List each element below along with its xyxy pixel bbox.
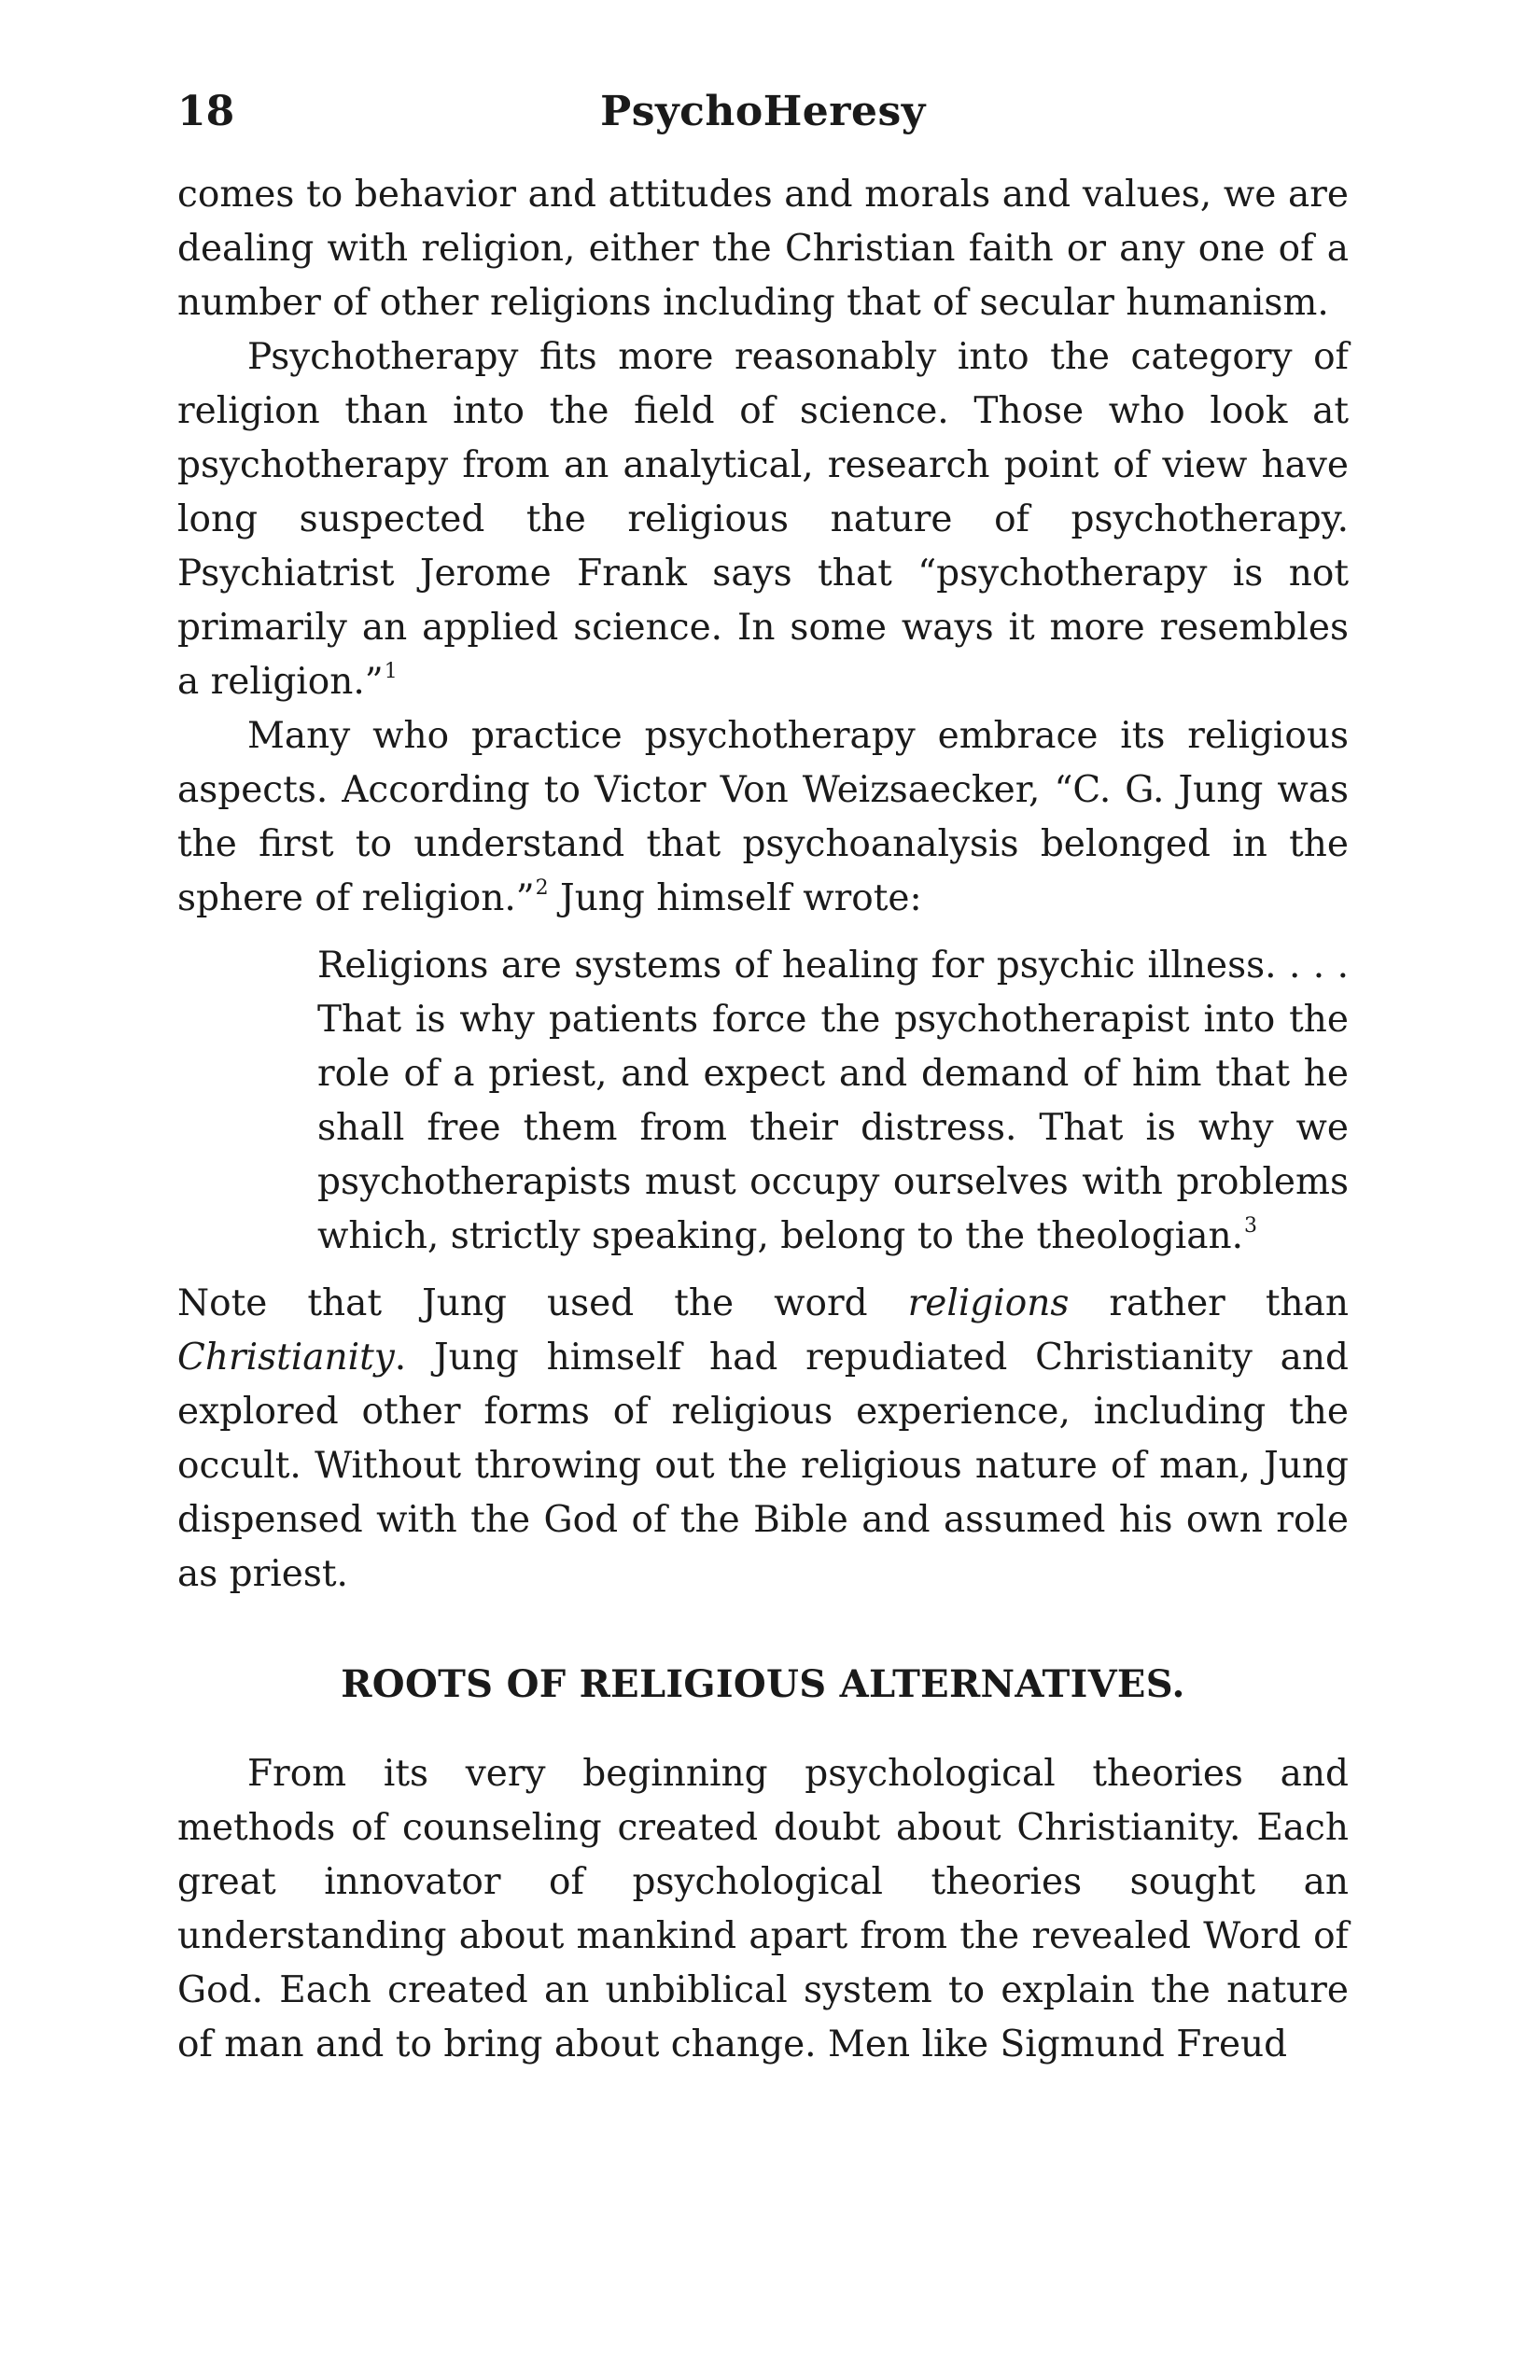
body-text [177, 168, 1349, 2072]
paragraph-text: Psychotherapy fits more reasonably into the category of religion than into the field of science. Those who look at psychotherapy from an analytical, research point of view have long suspected the religious nature of psychotherapy. Psychiatrist Jerome Frank says that “psychotherapy is not primarily an applied science. In some ways it more resembles a religion.” [177, 336, 1349, 703]
footnote-marker: 2 [535, 876, 549, 900]
paragraph-jung-note [177, 1277, 1349, 1602]
running-title: PsychoHeresy [600, 88, 926, 135]
paragraph-text: Note that Jung used the word [177, 1282, 908, 1324]
emphasis-religions: religions [907, 1282, 1070, 1324]
paragraph-text-tail: Jung himself wrote: [548, 877, 922, 919]
emphasis-christianity: Christianity [177, 1337, 395, 1379]
paragraph-text: rather than [1069, 1282, 1349, 1324]
section-heading: ROOTS OF RELIGIOUS ALTERNATIVES. [341, 1662, 1185, 1706]
paragraph-text: From its very beginning psychological theories and methods of counseling created doubt about Christianity. Each great innovator of psychological theories sought an understanding about mankind apart from the revealed Word of God. Each created an unbiblical system to explain the nature of man and to bring about change. Men like Sigmund Freud [177, 1753, 1349, 2065]
paragraph-text: . Jung himself had repudiated Christianity and explored other forms of religious experience, including the occult. Without throwing out the religious nature of man, Jung dispensed with the God of the Bible and assumed his own role as priest. [177, 1337, 1349, 1595]
footnote-marker: 1 [384, 660, 398, 683]
paragraph-continuation [177, 168, 1349, 330]
page-number: 18 [177, 88, 235, 135]
page-header [177, 84, 1349, 149]
paragraph-roots [177, 1747, 1349, 2072]
paragraph-text: comes to behavior and attitudes and morals and values, we are dealing with religion, either the Christian faith or any one of a number of other religions including that of secular humanism. [177, 174, 1349, 324]
paragraph-religious-aspects [177, 709, 1349, 926]
block-quote [317, 939, 1349, 1264]
paragraph-psychotherapy-religion [177, 330, 1349, 709]
paragraph-text: Many who practice psychotherapy embrace its religious aspects. According to Victor Von Weizsaecker, “C. G. Jung was the first to understand that psychoanalysis belonged in the sphere of religion.” [177, 715, 1349, 919]
quote-text: Religions are systems of healing for psychic illness. . . . That is why patients force the psychotherapist into the role of a priest, and expect and demand of him that he shall free them from their distress. That is why we psychotherapists must occupy ourselves with problems which, strictly speaking, belong to the theologian. [317, 945, 1349, 1257]
footnote-marker: 3 [1244, 1214, 1258, 1238]
